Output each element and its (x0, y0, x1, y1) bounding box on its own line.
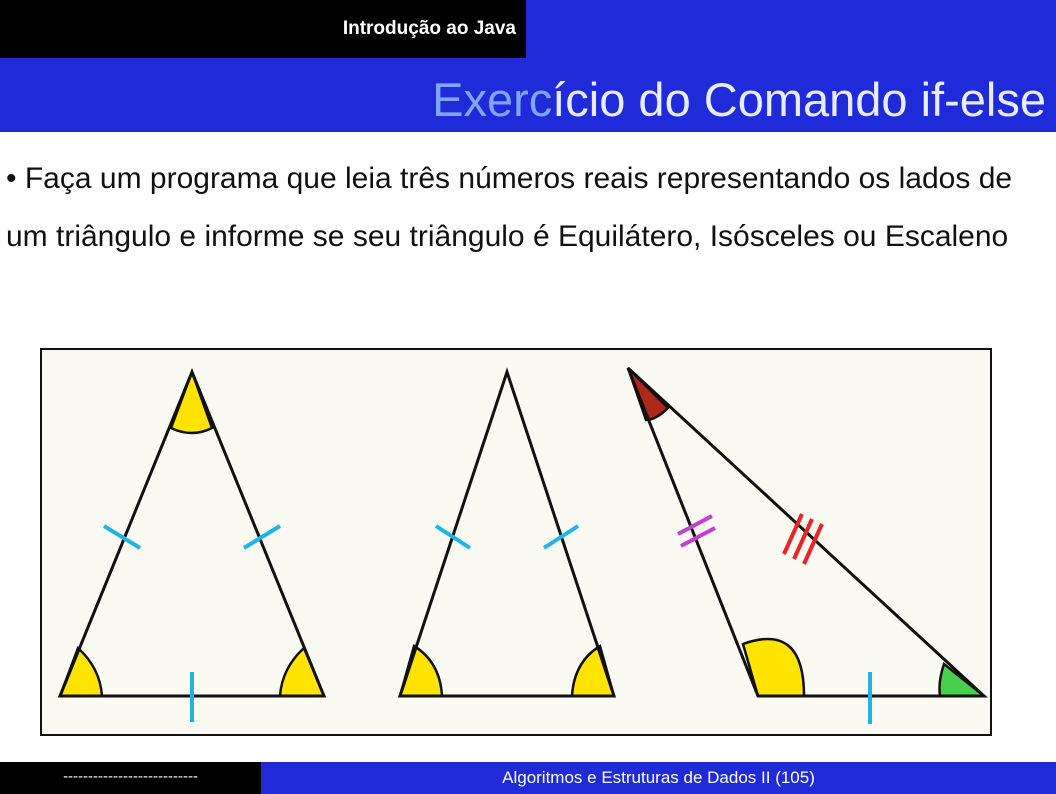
scalene-triangle-icon (628, 368, 984, 724)
equilateral-triangle-icon (60, 372, 324, 722)
bullet-text: Faça um programa que leia três números reais representando os lados de um triângulo e informe se seu triângulo é Equilátero, Isósceles ou Escaleno (6, 162, 1013, 253)
bullet-item (6, 150, 1046, 266)
slide-title-highlight: Exerc (432, 73, 553, 126)
slide-title (432, 72, 1046, 127)
header-blue-bar (526, 0, 1056, 58)
bullet-symbol: • (6, 162, 17, 195)
isosceles-triangle-icon (400, 372, 614, 696)
course-label: Introdução ao Java (342, 18, 516, 39)
triangles-figure (40, 348, 992, 736)
slide-title-rest: ício do Comando if-else (552, 73, 1046, 126)
footer-left-text: --------------------------- (63, 768, 198, 785)
footer-course-title: Algoritmos e Estruturas de Dados II (105) (502, 768, 815, 787)
